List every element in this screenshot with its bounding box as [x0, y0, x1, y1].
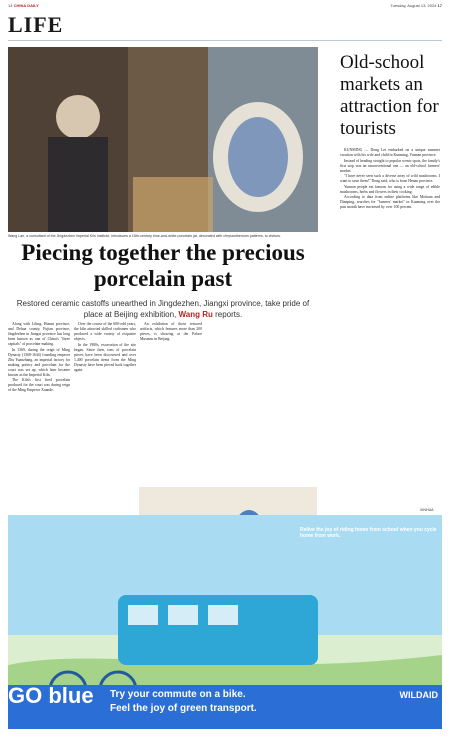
article-paragraph: Along with Liling, Hunan province, and Dehua county, Fujian province, Jingdezhen in Jiangxi province has long been known as one of China's "three capitals" of porcelain-making. — [8, 322, 70, 346]
photo-caption-top: Wang Lan, a consultant of the Jingdezhen Imperial Kiln Institute, introduces a 15th-century blue-and-white porcelain jar, decorated with chrysanthemum patterns, to visitors. — [8, 234, 281, 238]
section-divider — [8, 40, 442, 41]
go-blue-logo: GO blue — [8, 683, 94, 708]
section-title: LIFE — [8, 12, 64, 37]
article-column-1 — [8, 322, 70, 512]
page-header-right — [390, 3, 442, 8]
page-number-right: 17 — [437, 3, 442, 8]
article-headline: Piecing together the precious porcelain past — [21, 240, 305, 291]
sidebar-paragraph: Instead of heading straight to popular scenic spots, the family's first stop was an unconventional one — an old-school farmers' market. — [340, 158, 440, 173]
article-column-2 — [74, 322, 136, 512]
ad-tagline-1: Try your commute on a bike. — [110, 689, 246, 700]
sidebar-headline: Old-school markets an attraction for tourists — [340, 52, 439, 139]
sidebar-paragraph: KUNMING — Dong Lei embarked on a unique summer vacation with his wife and child in Kunming, Yunnan province. — [340, 148, 440, 157]
page-number: 14 — [8, 3, 13, 8]
article-paragraph: In the 1980s, excavation of the site began. Since then, tons of porcelain pieces have been discovered and over 1,400 porcelain items from the Ming Dynasty have been pieced back together again. — [74, 342, 136, 372]
sidebar-paragraph: According to data from online platforms like Meituan and Dianping, searches for "farmers' market" in Kunming over the past month have increased by over 100 percent. — [340, 195, 440, 209]
article-paragraph: Over the course of the 600-odd years, the kiln attracted skilled craftsmen who produced a wide variety of exquisite objects. — [74, 322, 136, 341]
article-paragraph: In 1369, during the reign of Ming Dynasty (1368-1644) founding emperor Zhu Yuanzhang, an imperial factory for making pottery and porcelain for the court was set up, which later became known as the Imperial Kiln. — [8, 347, 70, 377]
hero-photo — [8, 47, 318, 232]
subhead-text: Restored ceramic castoffs unearthed in Jingdezhen, Jiangxi province, take pride of place at Beijing exhibition, — [16, 299, 310, 319]
date-line: Tuesday, August 13, 2024 — [390, 3, 437, 8]
ad-tagline-2: Feel the joy of green transport. — [110, 703, 257, 714]
wildaid-logo: WILDAID — [399, 690, 438, 700]
sidebar-paragraph: "I have never seen such a diverse array of wild mushrooms. I want to taste them!" Dong said, who is from Henan province. — [340, 174, 440, 183]
page-header-left — [8, 3, 39, 8]
ad-headline: Relive the joy of riding home from school when you cycle home from work. — [300, 527, 437, 539]
paper-name: CHINA DAILY — [13, 3, 39, 8]
article-paragraph: The Kiln's first fired porcelain produced for the court was during reign of the Ming Emperor Xuande. — [8, 378, 70, 392]
hero-photo-illustration — [8, 47, 318, 232]
article-paragraph: An exhibition of those restored artifacts, which features more than 200 pieces, is showing at the Palace Museum in Beijing. — [140, 322, 202, 341]
sidebar-body — [340, 148, 440, 508]
article-column-3 — [140, 322, 202, 482]
sidebar-byline: XINHUA — [420, 508, 434, 512]
ad-tagline — [110, 688, 257, 716]
sidebar-paragraph: Yunnan people eat famous for using a wide range of edible mushrooms, herbs and flowers in their cooking. — [340, 184, 440, 194]
article-subhead — [8, 298, 318, 320]
byline: Wang Ru — [178, 310, 213, 319]
byline-suffix: reports. — [215, 310, 243, 319]
